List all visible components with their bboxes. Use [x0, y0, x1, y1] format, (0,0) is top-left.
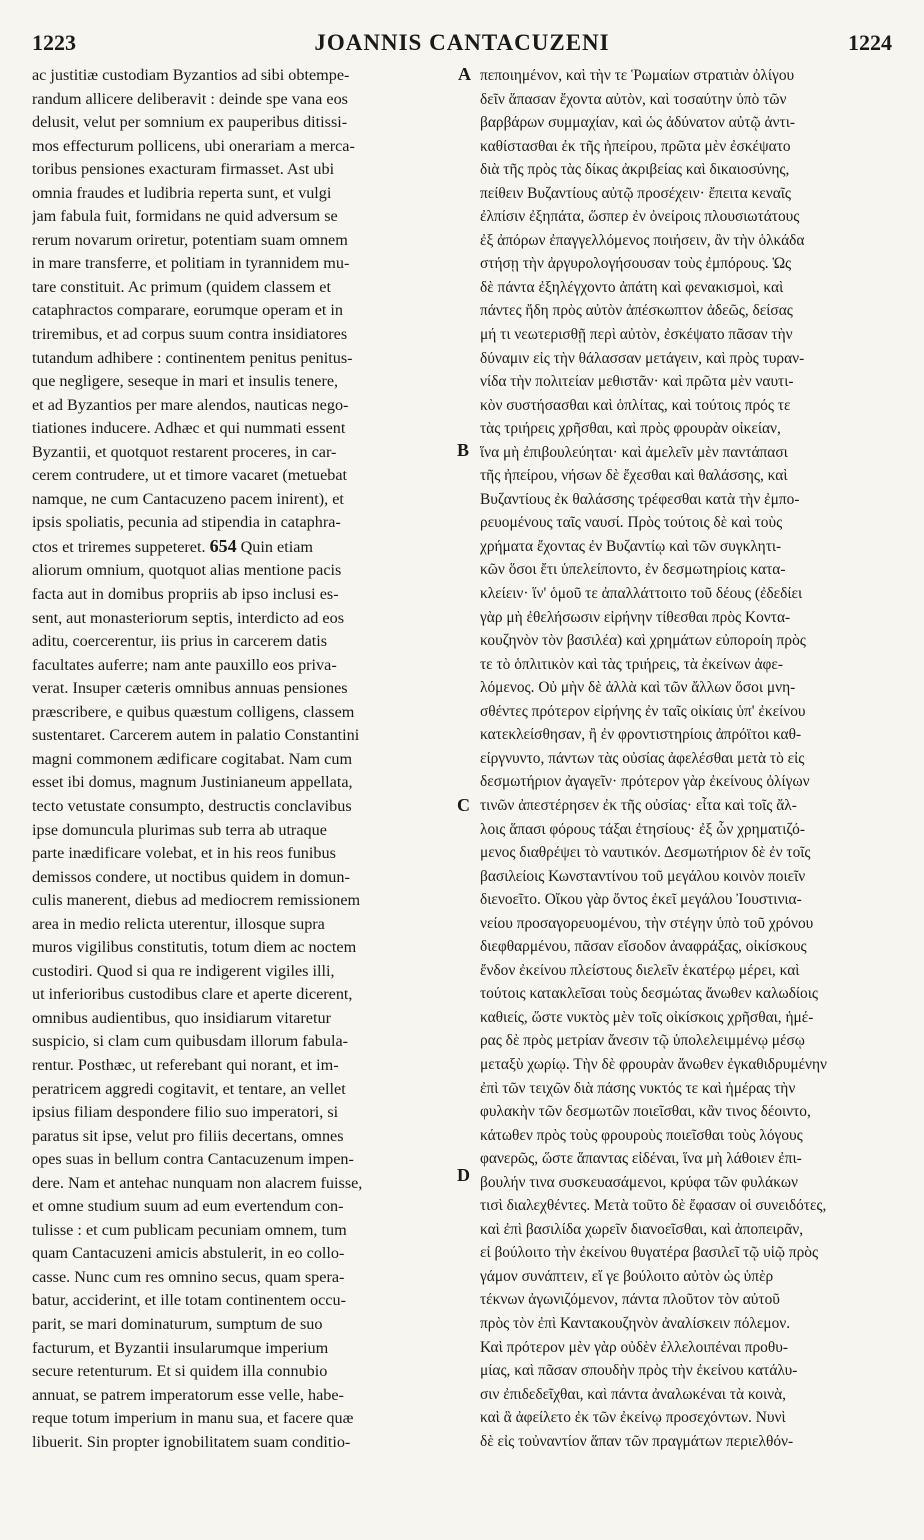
text-line: quam Cantacuzeni amicis abstulerit, in eo collo- — [32, 1244, 345, 1263]
text-line: λοις ἅπασι φόρους τάξαι ἐτησίους· ἐξ ὧν χρηματιζό- — [480, 820, 805, 838]
text-line: στήσῃ τὴν ἀργυρολογήσουσαν τοὺς ἐμπόρους. Ὡς — [480, 255, 792, 273]
text-line: τε τὸ ὁπλιτικὸν καὶ τὰς τριήρεις, τὰ ἐκείνων ἀφε- — [480, 655, 784, 673]
text-line: δεῖν ἅπασαν ἔχοντα αὐτὸν, καὶ τοσαύτην ὑπὸ τῶν — [480, 90, 787, 108]
text-line: λόμενος. Οὐ μὴν δὲ ἀλλὰ καὶ τῶν ἄλλων ὅσοι μνη- — [480, 679, 796, 697]
text-line: delusit, velut per somnium ex pauperibus ditissi- — [32, 113, 348, 132]
text-line-wrap — [32, 535, 452, 560]
text-line: ἔνδον ἐκείνου πλείστους διελεῖν ἑκατέρῳ μέρει, καὶ — [480, 961, 800, 979]
text-line: aditu, coercerentur, iis prius in carcerem datis — [32, 632, 328, 651]
text-line: καθιείς, ὥστε νυκτὸς μὲν τοῖς οἰκίσκοις χρῆσθαι, ἡμέ- — [480, 1008, 814, 1026]
page-number-left: 1223 — [32, 30, 76, 55]
text-line: κῶν ὅσοι ἔτι ὑπελείποντο, ἐν δεσμωτηρίοις κατα- — [480, 561, 786, 579]
text-line: libuerit. Sin propter ignobilitatem suam conditio- — [32, 1432, 351, 1451]
text-line: triremibus, et ad corpus suum contra insidiatores — [32, 325, 348, 344]
text-line: opes suas in bellum contra Cantacuzenum impen- — [32, 1150, 354, 1169]
text-line: καθίστασθαι ἐκ τῆς ἠπείρου, πρῶτα μὲν ἐσκέψατο — [480, 137, 791, 155]
text-line: culis manerent, diebus ad mediocrem remissionem — [32, 891, 361, 910]
text-line: sent, aut monasteriorum septis, interdicto ad eos — [32, 608, 344, 627]
text-line: omnibus audientibus, quo insidiarum vitaretur — [32, 1008, 331, 1027]
text-line: ipsis spoliatis, pecunia ad stipendia in cataphra- — [32, 513, 341, 532]
text-line: φανερῶς, ὥστε ἅπαντας εἰδέναι, ἵνα μὴ λάθοιεν ἐπι- — [480, 1150, 802, 1168]
text-line: δὲ εἰς τοὐναντίον ἅπαν τῶν πραγμάτων περιελθόν- — [480, 1432, 794, 1450]
text-line-tail: Quin etiam — [240, 537, 313, 556]
text-line: δὲ πάντα ἐξηλέγχοντο ἀπάτη καὶ φενακισμοὶ, καὶ — [480, 278, 784, 296]
margin-marker-d: D — [457, 1165, 470, 1185]
text-line: ipsius filiam despondere filio suo imperatori, si — [32, 1103, 339, 1122]
text-line: διεφθαρμένου, πᾶσαν εἴσοδον ἀναφράξας, οἰκίσκους — [480, 938, 807, 956]
text-line: batur, acciderint, et ille totam continentem occu- — [32, 1291, 346, 1310]
text-line: cataphractos comparare, eorumque operam et in — [32, 301, 344, 320]
text-line: et omne studium suum ad eum evertendum con- — [32, 1197, 344, 1216]
text-line: annuat, se patrem imperatorum esse velle, habe- — [32, 1385, 344, 1404]
text-line: τέκνων ἀγωνιζόμενον, πάντα πλοῦτον τὸν αὐτοῦ — [480, 1291, 780, 1309]
text-line: εἰ βούλοιτο τὴν ἐκείνου θυγατέρα βασιλεῖ τῷ υἱῷ πρὸς — [480, 1244, 819, 1262]
text-line: demissos condere, ut noctibus quidem in domun- — [32, 867, 350, 886]
text-line: ac justitiæ custodiam Byzantios ad sibi obtempe- — [32, 66, 350, 84]
text-line: νίδα τὴν πολιτείαν μεθιστᾶν· καὶ πρῶτα μὲν ναυτι- — [480, 373, 794, 391]
text-line: ἐξ ἀπόρων ἐπαγγελλόμενος ποιήσειν, ἂν τὴν ὁλκάδα — [480, 231, 805, 249]
text-line: καὶ ἃ ἀφείλετο ἐκ τῶν ἐκείνῳ προσεχόντων. Νυνὶ — [480, 1409, 786, 1427]
text-line: omnia fraudes et ludibria reperta sunt, et vulgi — [32, 183, 332, 202]
text-line: κὸν συστήσασθαι καὶ ὁπλίτας, καὶ τούτοις πρός τε — [480, 396, 791, 414]
text-line: reque totum imperium in manu sua, et facere quæ — [32, 1409, 354, 1428]
text-line: randum allicere deliberavit : deinde spe vana eos — [32, 89, 348, 108]
inline-page-number: 654 — [209, 535, 237, 556]
text-line: ἐλπίσιν ἐξηπάτα, ὥσπερ ἐν ὀνείροις πλουσιωτάτους — [480, 208, 800, 226]
text-line: verat. Insuper cæteris omnibus annuas pensiones — [32, 679, 348, 698]
text-line: τὰς τριήρεις χρῆσθαι, καὶ πρὸς φρουρὰν οἰκείαν, — [480, 420, 781, 438]
margin-marker-b: B — [457, 440, 470, 460]
text-line: aliorum omnium, quotquot alias mentione pacis — [32, 561, 342, 580]
text-line: tulisse : et cum publicam pecuniam omnem, tum — [32, 1220, 347, 1239]
text-line: Καὶ πρότερον μὲν γὰρ οὐδὲν ἐλλελοιπέναι προθυ- — [480, 1338, 788, 1356]
text-line: κατεκλείσθησαν, ἢ ἐν φροντιστηρίοις ἀπρόϊτοι καθ- — [480, 726, 802, 744]
text-line: τούτοις κατακλεῖσαι τοὺς δεσμώτας ἄνωθεν καλωδίοις — [480, 985, 818, 1003]
text-line: ipse domuncula plurimas sub terra ab utraque — [32, 820, 327, 839]
page-header — [32, 30, 892, 60]
text-line: cerem contrudere, ut et timore vacaret (metuebat — [32, 466, 348, 485]
text-line: μίας, καὶ πᾶσαν σπουδὴν πρὸς τὴν ἐκείνου κατάλυ- — [480, 1362, 798, 1380]
text-line: secure retenturum. Et si quidem illa connubio — [32, 1362, 328, 1381]
text-line: parit, se mari dominaturum, sumptum de suo — [32, 1314, 323, 1333]
text-line: πάντες ἤδη πρὸς αὐτὸν ἀπέσκωπτον ἀδεῶς, δείσας — [480, 302, 793, 320]
text-line: τινῶν ἀπεστέρησεν ἐκ τῆς οὐσίας· εἶτα καὶ τοῖς ἄλ- — [480, 796, 797, 814]
text-line: γάμον συνάπτειν, εἴ γε βούλοιτο αὐτὸν ὡς ὑπὲρ — [480, 1267, 774, 1285]
text-line: διὰ τῆς πρὸς τὰς δίκας ἀκριβείας καὶ δικαιοσύνης, — [480, 161, 790, 179]
text-line: τισὶ διαλεχθέντες. Μετὰ τοῦτο δὲ ἔφασαν οἱ συνειδότες, — [480, 1197, 827, 1215]
text-line: in mare transferre, et politiam in tyrannidem mu- — [32, 254, 350, 273]
text-line: tiationes inducere. Adhæc et qui nummati essent — [32, 419, 346, 438]
text-line: toribus pensiones exacturam firmasset. Ast ubi — [32, 160, 335, 179]
text-line: muros vigilibus constitutis, totum diem ac noctem — [32, 938, 357, 957]
text-line: χρήματα ἔχοντας ἐν Βυζαντίῳ καὶ τῶν συγκλητι- — [480, 537, 782, 555]
text-line: magni commonem ædificare cogitabat. Nam cum — [32, 749, 353, 768]
text-line: είργνυντο, πάντων τὰς οὐσίας ἀφελέσθαι μετὰ τὸ εἰς — [480, 749, 805, 767]
text-line: esset ibi domus, magnum Justinianeum appellata, — [32, 773, 353, 792]
text-line: et ad Byzantios per mare alendos, nauticas nego- — [32, 395, 349, 414]
latin-column — [32, 64, 452, 1524]
text-line: que negligere, seseque in mari et insulis tenere, — [32, 372, 339, 391]
text-line: τῆς ἠπείρου, νήσων δὲ ἔχεσθαι καὶ θαλάσσης, καὶ — [480, 467, 788, 485]
text-line: area in medio relicta uterentur, illosque supra — [32, 914, 325, 933]
text-line: namque, ne cum Cantacuzeno pacem inirent), et — [32, 489, 344, 508]
text-line: διενοεῖτο. Οἴκου γὰρ ὄντος ἐκεῖ μεγάλου Ἰουστινια- — [480, 891, 802, 909]
text-line: δεσμωτήριον ἀγαγεῖν· πρότερον γὰρ ἐκείνους ὀλίγων — [480, 773, 810, 791]
text-line: πρὸς τὸν ἐπὶ Καντακουζηνὸν ἀναλίσκειν πόλεμον. — [480, 1314, 791, 1332]
text-line: ἐπὶ τῶν τειχῶν διὰ πάσης νυκτός τε καὶ ἡμέρας τὴν — [480, 1079, 796, 1097]
text-line: ctos et triremes suppeteret. — [32, 537, 206, 556]
text-line: parte inædificare volebat, et in his reos funibus — [32, 844, 336, 863]
text-line: ut inferioribus custodibus clare et aperte dicerent, — [32, 985, 353, 1004]
greek-column — [480, 64, 888, 1524]
text-line: sustentaret. Carcerem autem in palatio Constantini — [32, 726, 360, 745]
text-line: φυλακὴν τῶν δεσμωτῶν ποιεῖσθαι, κἂν τινος δέοιντο, — [480, 1103, 811, 1121]
text-line: jam fabula fuit, formidans ne quid adversum se — [32, 207, 338, 226]
text-line: facta aut in domibus propriis ab ipso inclusi es- — [32, 585, 339, 604]
text-line: Βυζαντίους ἐκ θαλάσσης τρέφεσθαι κατὰ τὴν ἐμπο- — [480, 490, 800, 508]
text-line: μή τι νεωτερισθῇ περὶ αὐτὸν, ἐσκέψατο πᾶσαν τὴν — [480, 326, 793, 344]
text-line: ρας δὲ πρὸς μετρίαν ἄνεσιν τῷ ὑπολελειμμένῳ μέσῳ — [480, 1032, 805, 1050]
text-line: casse. Nunc cum res omnino secus, quam spera- — [32, 1267, 345, 1286]
running-title: JOANNIS CANTACUZENI — [314, 30, 610, 55]
text-line: κουζηνὸν τὸν βασιλέα) καὶ χρημάτων εὐποροίη πρὸς — [480, 632, 806, 650]
text-line: Byzantii, et quotquot restarent proceres, in car- — [32, 442, 337, 461]
margin-marker-a: A — [458, 64, 471, 84]
text-line: καὶ ἐπὶ βασιλίδα χωρεῖν διανοεῖσθαι, καὶ ἀποπειρᾶν, — [480, 1220, 804, 1238]
text-line: ἵνα μὴ ἐπιβουλεύηται· καὶ ἀμελεῖν μὲν παντάπασι — [480, 443, 788, 461]
page-number-right: 1224 — [848, 30, 892, 55]
text-line: μενος διαθρέψει τὸ ναυτικόν. Δεσμωτήριον δὲ ἐν τοῖς — [480, 844, 811, 862]
text-line: dere. Nam et antehac nunquam non alacrem fuisse, — [32, 1173, 363, 1192]
text-line: rerum novarum oriretur, potentiam suam omnem — [32, 230, 348, 249]
text-line: præscribere, e quibus quæstum colligens, classem — [32, 702, 355, 721]
text-line: tutandum adhibere : continentem penitus penitus- — [32, 348, 353, 367]
text-line: κλείειν· ἵν' ὁμοῦ τε ἀπαλλάττοιτο τοῦ δέους (ἐδεδίει — [480, 585, 803, 603]
text-line: tecto vetustate consumpto, destructis conclavibus — [32, 796, 352, 815]
text-line: custodiri. Quod si qua re indigerent vigiles illi, — [32, 961, 335, 980]
text-line: γὰρ μὴ ἐθελήσωσιν εἰρήνην τίθεσθαι πρὸς Κοντα- — [480, 608, 791, 626]
margin-marker-c: C — [457, 795, 470, 815]
text-line: βουλήν τινα συσκευασάμενοι, κρύφα τῶν φυλάκων — [480, 1173, 798, 1191]
text-line: σθέντες πρότερον εἰρήνης ἐν ταῖς οἰκίαις ὑπ' ἐκείνου — [480, 702, 806, 720]
text-line: mos effecturum pollicens, ubi onerariam a merca- — [32, 136, 355, 155]
text-line: ρευομένους ταῖς ναυσί. Πρὸς τούτοις δὲ καὶ τοὺς — [480, 514, 783, 532]
text-line: σιν ἐπιδεδεῖχθαι, καὶ πάντα ἀναλωκέναι τὰ κοινὰ, — [480, 1385, 786, 1403]
text-line: πείθειν Βυζαντίους αὐτῷ προσέχειν· ἔπειτα κεναῖς — [480, 184, 791, 202]
text-line: πεποιημένον, καὶ τὴν τε Ῥωμαίων στρατιὰν ὀλίγου — [480, 67, 795, 84]
text-line: δύναμιν εἰς τὴν θάλασσαν μετάγειν, καὶ πρὸς τυραν- — [480, 349, 805, 367]
text-line: βασιλείοις Κωνσταντίνου τοῦ μεγάλου κοινὸν ποιεῖν — [480, 867, 806, 885]
text-line: μεταξὺ χωρίῳ. Τὴν δὲ φρουρὰν ἄνωθεν ἐγκαθιδρυμένην — [480, 1055, 828, 1073]
text-line: facturum, et Byzantii insularumque imperium — [32, 1338, 329, 1357]
text-line: facultates auferre; nam ante pauxillo eos priva- — [32, 655, 337, 674]
text-line: tare constituit. Ac primum (quidem classem et — [32, 277, 331, 296]
text-line: peratricem aggredi cogitavit, et tentare, an vellet — [32, 1079, 346, 1098]
text-line: paratus sit ipse, velut pro filiis decertans, omnes — [32, 1126, 344, 1145]
text-line: rentur. Posthæc, ut referebant qui norant, et im- — [32, 1055, 339, 1074]
text-line: κάτωθεν πρὸς τοὺς φρουροὺς ποιεῖσθαι τοὺς λόγους — [480, 1126, 803, 1144]
text-line: βαρβάρων συμμαχίαν, καὶ ὡς ἀδύνατον αὐτῷ ἀντι- — [480, 114, 795, 132]
text-line: νείου προσαγορευομένου, τὴν στέγην ὑπὸ τοῦ χρόνου — [480, 914, 814, 932]
text-line: suspicio, si clam cum quibusdam illorum fabula- — [32, 1032, 349, 1051]
